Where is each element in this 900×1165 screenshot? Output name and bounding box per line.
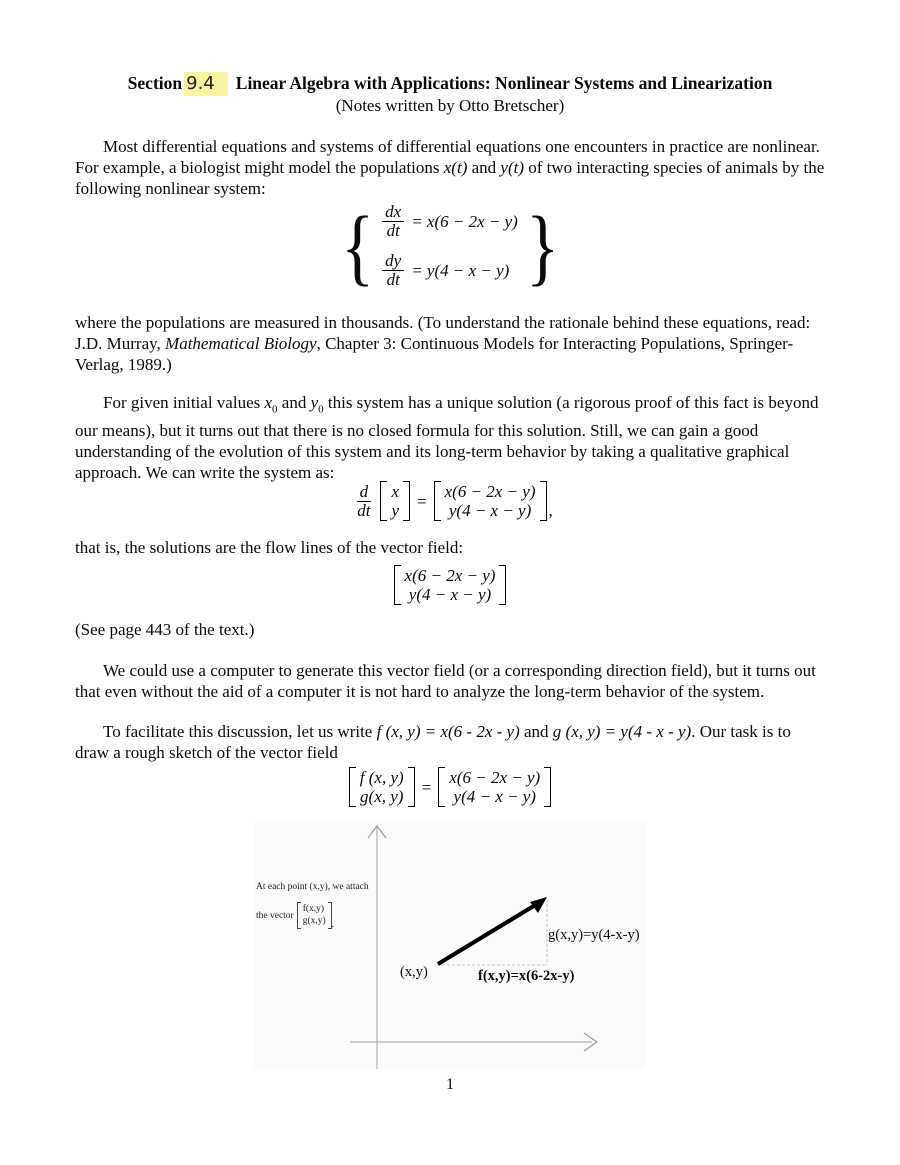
vector-entry: y(4 − x − y) — [453, 787, 536, 806]
field-vector — [445, 766, 544, 808]
title-text: Linear Algebra with Applications: Nonlinear Systems and Linearization — [235, 73, 773, 93]
subscript: 0 — [272, 403, 278, 416]
text-run: . Our task is to draw a rough sketch of the vector field — [75, 722, 791, 762]
math-inline: g (x, y) = y(4 - x - y) — [552, 722, 692, 741]
denominator: dt — [386, 221, 400, 240]
field-vector — [401, 564, 500, 606]
vector-entry: x(6 − 2x − y) — [444, 482, 536, 501]
subscript: 0 — [318, 403, 324, 416]
math-inline: f (x, y) = x(6 - 2x - y) — [376, 722, 520, 741]
equation-row — [382, 252, 518, 289]
equation-matrix-form — [0, 480, 900, 522]
equation-system — [0, 198, 900, 294]
numerator: dx — [382, 203, 404, 222]
f-component-label: f(x,y)=x(6-2x-y) — [478, 968, 575, 984]
text-run: To facilitate this discussion, let us write — [103, 722, 377, 741]
fraction-dx-dt — [382, 203, 404, 240]
numerator: dy — [382, 252, 404, 271]
vector-entry: f (x, y) — [359, 768, 404, 787]
right-curly-brace: } — [525, 198, 559, 294]
text-run: this system has a unique solution (a rigorous proof of this fact is beyond our means), but it turns out that there is no closed formula for this solution. Still, we can gain a good understanding of the evolution of this system and its long-term behavior by taking a qualitative graphical approach. We can write the system as: — [75, 393, 819, 483]
math-inline: x(t) — [443, 158, 468, 177]
figure-caption-line2 — [256, 901, 334, 930]
subtitle: (Notes written by Otto Bretscher) — [335, 96, 565, 115]
system-rows — [382, 203, 518, 289]
state-vector — [387, 480, 403, 522]
denominator: dt — [357, 500, 371, 520]
paragraph-initial-values — [75, 392, 825, 483]
point-label: (x,y) — [400, 964, 428, 980]
text-run: that is, the solutions are the flow lines of the vector field: — [75, 538, 464, 557]
math-inline: x — [264, 393, 273, 412]
text-run: and — [519, 722, 553, 741]
section-number-highlight: 9.4 — [184, 72, 228, 96]
paragraph-intro — [75, 136, 825, 199]
vector-field-figure — [254, 821, 646, 1069]
vector-entry: y(4 − x − y) — [408, 585, 492, 604]
left-bracket — [394, 565, 401, 605]
text-run: where the populations are measured in thousands. (To understand the rationale behind these equations, read: J.D. Murray, — [75, 313, 811, 353]
right-bracket — [408, 767, 415, 807]
figure-canvas — [254, 821, 646, 1069]
left-curly-brace: { — [341, 198, 375, 294]
section-label: Section — [127, 73, 183, 93]
left-bracket — [380, 481, 387, 521]
vector-entry: x — [391, 482, 400, 501]
right-bracket — [403, 481, 410, 521]
equation-vector-field — [0, 564, 900, 606]
right-bracket — [499, 565, 506, 605]
text-run: and — [277, 393, 311, 412]
text-run: Most differential equations and systems of differential equations one encounters in practice are nonlinear. For example, a biologist might model the populations — [75, 137, 820, 177]
left-bracket — [349, 767, 356, 807]
caption-vector — [301, 901, 328, 930]
trailing-comma: , — [548, 500, 553, 520]
paragraph-computer — [75, 660, 825, 702]
numerator: d — [357, 483, 372, 502]
book-title: Mathematical Biology — [165, 334, 317, 353]
vector-entry: x(6 − 2x − y) — [404, 566, 496, 585]
paragraph-thousands — [75, 312, 825, 375]
page-title — [0, 72, 900, 95]
vector-arrow — [438, 904, 537, 964]
page-number: 1 — [446, 1076, 454, 1093]
vector-arrowhead-icon — [530, 897, 547, 913]
g-component-label: g(x,y)=y(4-x-y) — [548, 927, 640, 943]
text-run: and — [467, 158, 501, 177]
equals-sign: = — [417, 491, 427, 511]
left-bracket — [438, 767, 445, 807]
fraction-d-dt — [354, 483, 373, 520]
vector-entry: f(x,y) — [302, 904, 325, 914]
vector-entry: x(6 − 2x − y) — [449, 768, 541, 787]
right-bracket — [544, 767, 551, 807]
paragraph-facilitate — [75, 721, 825, 763]
equals-sign: = — [421, 777, 432, 797]
vector-entry: g(x,y) — [302, 915, 326, 926]
math-inline: y(t) — [500, 158, 524, 177]
right-bracket — [540, 481, 547, 521]
text-run: For given initial values — [103, 393, 265, 412]
vector-entry: y — [391, 501, 400, 520]
field-vector — [441, 480, 540, 522]
math-inline: y — [310, 393, 319, 412]
text-run: , Chapter 3: Continuous Models for Interacting Populations, Springer-Verlag, 1989.) — [75, 334, 794, 374]
left-bracket — [434, 481, 441, 521]
equation-fg-field — [0, 766, 900, 808]
paragraph-thatis — [75, 537, 825, 558]
text-run: (See page 443 of the text.) — [75, 620, 255, 639]
figure-caption-line1: At each point (x,y), we attach — [256, 882, 369, 892]
equation-rhs: = x(6 − 2x − y) — [411, 212, 518, 231]
vector-entry: y(4 − x − y) — [448, 501, 532, 520]
equation-rhs: = y(4 − x − y) — [411, 261, 510, 280]
equation-row — [382, 203, 518, 240]
fraction-dy-dt — [382, 252, 404, 289]
fg-vector — [356, 766, 408, 808]
caption-period: . — [331, 920, 335, 930]
vector-entry: g(x, y) — [360, 787, 404, 806]
denominator: dt — [386, 270, 400, 289]
text-run: of two interacting species of animals by the following nonlinear system: — [75, 158, 825, 198]
paragraph-seepage — [75, 619, 825, 640]
text-run: We could use a computer to generate this vector field (or a corresponding direction field), but it turns out that even without the aid of a computer it is not hard to analyze the long-term behavior of the system. — [75, 661, 816, 701]
text-run: the vector — [256, 910, 294, 921]
